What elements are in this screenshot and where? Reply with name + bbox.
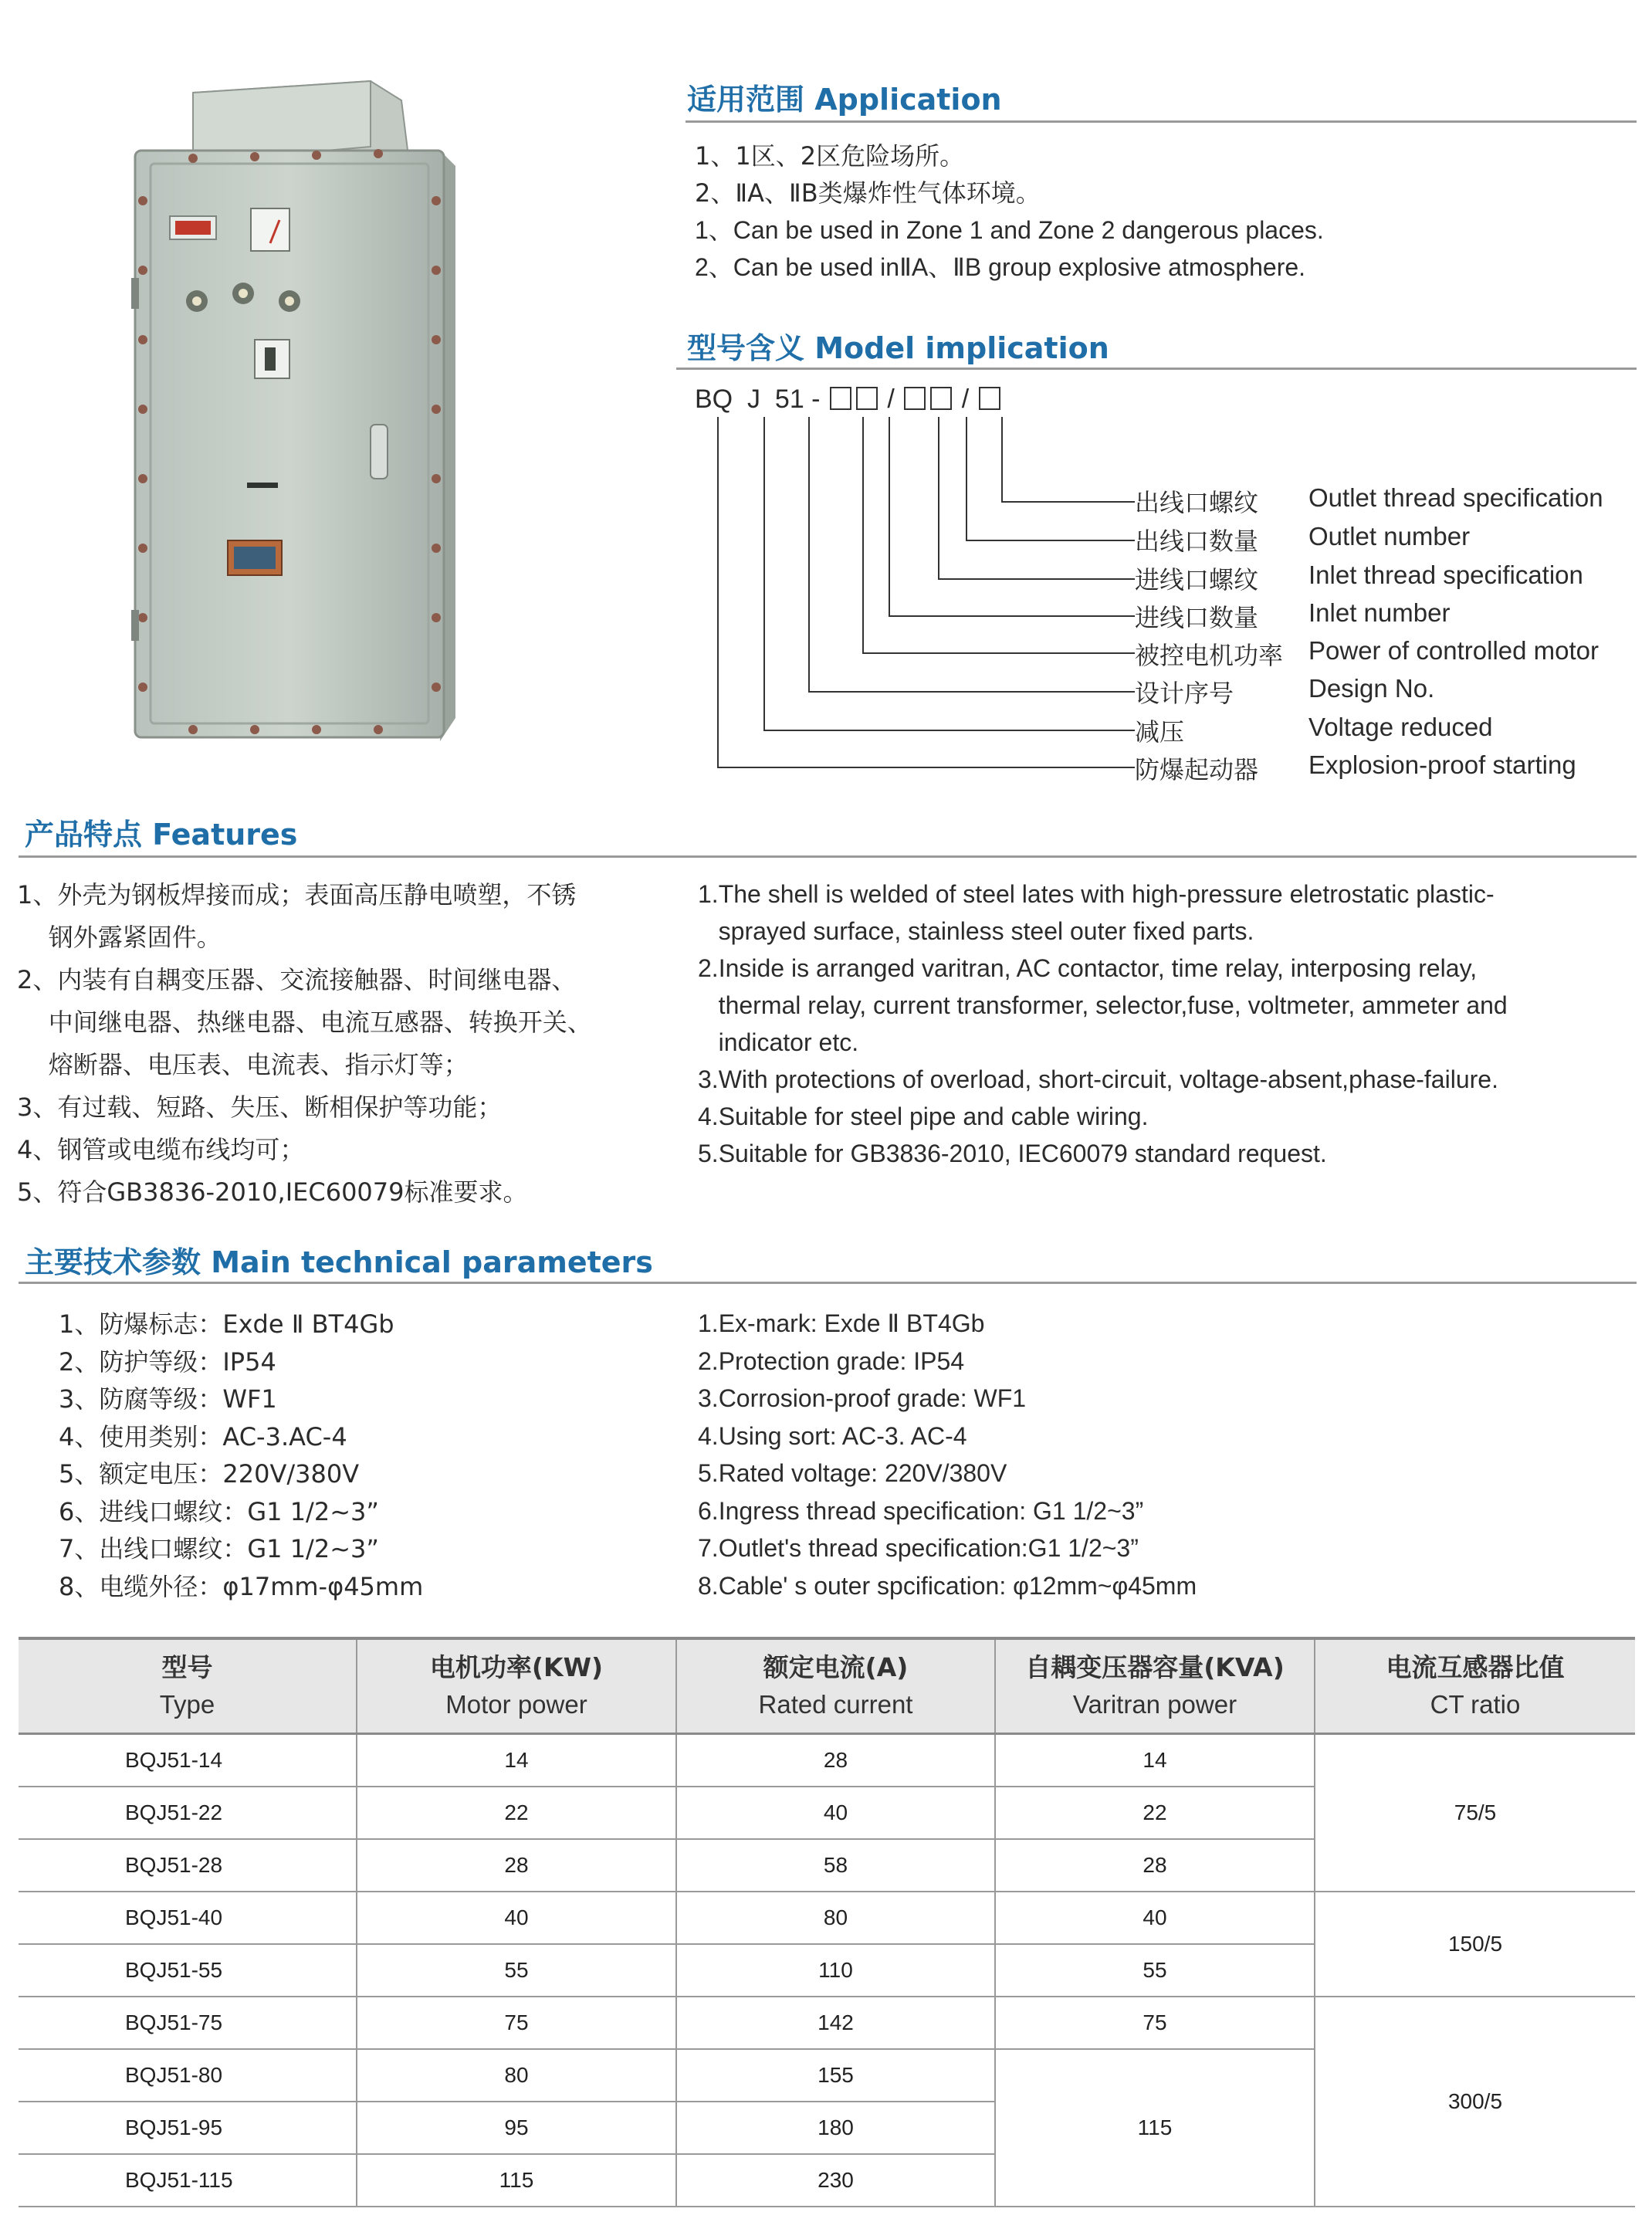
cell-rated-current: 180 [676,2102,995,2154]
cell-type: BQJ51-95 [19,2102,357,2154]
model-code-prefix: BQ J 51 - [695,384,821,414]
header-varitran-power [995,1638,1315,1734]
explosion-proof-cabinet-photo [77,77,509,741]
cell-type: BQJ51-115 [19,2154,357,2207]
model-heading: 型号含义 Model implication [687,331,1109,365]
model-label-row [1135,561,1283,598]
model-label-cn: 被控电机功率 [1135,641,1284,670]
model-code [695,384,1003,415]
cell-motor-power: 22 [357,1787,676,1839]
application-item: 2、ⅡA、ⅡB类爆炸性气体环境。 [695,178,1041,208]
model-labels [1135,483,1283,788]
features-en-line: 4.Suitable for steel pipe and cable wiring. [698,1103,1149,1130]
params-rule [19,1282,1637,1284]
cell-varitran-power: 55 [995,1944,1315,1997]
code-slash: / [887,384,895,414]
model-label-cn: 出线口螺纹 [1135,488,1259,517]
model-label-row [1135,483,1283,522]
model-label-row [1135,522,1283,561]
params-heading: 主要技术参数 Main technical parameters [25,1245,653,1279]
model-label-cn: 设计序号 [1135,679,1234,708]
params-en-list [698,1305,1197,1604]
cell-varitran-power: 40 [995,1892,1315,1944]
cell-motor-power: 75 [357,1997,676,2049]
header-en: Varitran power [1072,1690,1237,1719]
header-cn: 自耦变压器容量(KVA) [1025,1652,1285,1682]
cell-ct-ratio: 300/5 [1315,1997,1635,2207]
header-en: Motor power [445,1690,587,1719]
params-en-line: 2.Protection grade: IP54 [698,1346,965,1375]
cell-motor-power: 115 [357,2154,676,2207]
code-box [830,387,851,410]
params-cn-list [59,1305,423,1604]
table-row [19,1892,1635,1944]
params-cn-line: 7、出线口螺纹：G1 1/2~3” [59,1534,379,1563]
model-leader-lines [695,417,1143,788]
application-heading: 适用范围 Application [687,83,1002,117]
code-box [979,387,1000,410]
cell-rated-current: 80 [676,1892,995,1944]
params-en-line: 7.Outlet's thread specification:G1 1/2~3” [698,1534,1139,1562]
cell-varitran-power: 115 [995,2049,1315,2207]
header-ct-ratio [1315,1638,1635,1734]
features-en-line: thermal relay, current transformer, selector,fuse, voltmeter, ammeter and [698,991,1508,1019]
model-label-en: Power of controlled motor [1308,636,1600,665]
features-cn-line: 4、钢管或电缆布线均可； [17,1135,305,1164]
params-en-line: 1.Ex-mark: Exde Ⅱ BT4Gb [698,1309,985,1337]
model-rule [676,368,1637,370]
model-label-cn: 出线口数量 [1135,527,1259,556]
cell-rated-current: 40 [676,1787,995,1839]
features-cn-line: 2、内装有自耦变压器、交流接触器、时间继电器、 [17,965,577,994]
cell-type: BQJ51-22 [19,1787,357,1839]
features-heading: 产品特点 Features [25,818,298,852]
header-cn: 型号 [161,1652,213,1682]
application-rule [686,120,1637,123]
features-en-line: indicator etc. [698,1028,859,1056]
header-rated-current [676,1638,995,1734]
code-box [856,387,878,410]
features-en-line: 2.Inside is arranged varitran, AC contactor, time relay, interposing relay, [698,954,1478,982]
model-label-cn: 防爆起动器 [1135,755,1259,784]
features-en-line: 5.Suitable for GB3836-2010, IEC60079 standard request. [698,1140,1327,1167]
cell-motor-power: 40 [357,1892,676,1944]
model-label-en: Design No. [1308,674,1435,703]
cell-type: BQJ51-14 [19,1734,357,1787]
model-label-cn: 进线口数量 [1135,603,1259,632]
model-label-row [1135,674,1283,713]
features-cn-line: 中间继电器、热继电器、电流互感器、转换开关、 [17,1008,592,1037]
params-cn-line: 3、防腐等级：WF1 [59,1384,277,1414]
cell-motor-power: 55 [357,1944,676,1997]
cell-type: BQJ51-40 [19,1892,357,1944]
application-item: 1、Can be used in Zone 1 and Zone 2 dangerous places. [695,216,1324,244]
model-label-row [1135,750,1283,788]
cell-varitran-power: 22 [995,1787,1315,1839]
cell-rated-current: 155 [676,2049,995,2102]
cell-type: BQJ51-55 [19,1944,357,1997]
header-en: CT ratio [1430,1690,1521,1719]
cell-rated-current: 110 [676,1944,995,1997]
header-cn: 电机功率(KW) [429,1652,604,1682]
header-type [19,1638,357,1734]
cell-type: BQJ51-75 [19,1997,357,2049]
params-cn-line: 6、进线口螺纹：G1 1/2~3” [59,1496,379,1526]
cell-ct-ratio: 150/5 [1315,1892,1635,1997]
table-row [19,1734,1635,1787]
cell-rated-current: 142 [676,1997,995,2049]
cell-type: BQJ51-80 [19,2049,357,2102]
spec-table [19,1637,1635,2207]
table-header-row [19,1638,1635,1734]
params-cn-line: 2、防护等级：IP54 [59,1346,276,1377]
params-en-line: 8.Cable' s outer spcification: φ12mm~φ45mm [698,1571,1197,1600]
features-en-line: 3.With protections of overload, short-circuit, voltage-absent,phase-failure. [698,1065,1498,1093]
model-label-en: Explosion-proof starting [1308,750,1576,779]
features-cn-line: 熔断器、电压表、电流表、指示灯等； [17,1050,469,1079]
features-cn-line: 1、外壳为钢板焊接而成；表面高压静电喷塑，不锈 [17,880,577,909]
header-en: Rated current [758,1690,913,1719]
model-label-cn: 减压 [1135,717,1185,747]
header-cn: 额定电流(A) [763,1652,909,1682]
params-en-line: 5.Rated voltage: 220V/380V [698,1459,1007,1487]
features-cn-list [17,876,592,1215]
cell-type: BQJ51-28 [19,1839,357,1892]
cell-motor-power: 28 [357,1839,676,1892]
cell-rated-current: 28 [676,1734,995,1787]
features-en-line: sprayed surface, stainless steel outer fixed parts. [698,917,1254,945]
params-cn-line: 1、防爆标志：Exde Ⅱ BT4Gb [59,1309,394,1339]
header-en: Type [159,1690,215,1719]
params-en-line: 3.Corrosion-proof grade: WF1 [698,1384,1027,1412]
model-label-row [1135,713,1283,750]
code-slash: / [961,384,970,414]
application-list [695,137,1324,286]
features-rule [19,855,1637,858]
cell-rated-current: 58 [676,1839,995,1892]
params-en-line: 4.Using sort: AC-3. AC-4 [698,1421,967,1450]
params-cn-line: 5、额定电压：220V/380V [59,1459,360,1489]
model-label-row [1135,598,1283,636]
cell-varitran-power: 28 [995,1839,1315,1892]
model-labels-en [1308,483,1603,788]
header-motor-power [357,1638,676,1734]
params-en-line: 6.Ingress thread specification: G1 1/2~3” [698,1496,1144,1525]
cell-motor-power: 80 [357,2049,676,2102]
cell-varitran-power: 75 [995,1997,1315,2049]
model-label-en: Outlet number [1308,522,1471,550]
model-label-en: Voltage reduced [1308,713,1493,741]
table-row [19,1997,1635,2049]
application-item: 1、1区、2区危险场所。 [695,141,965,171]
model-label-en: Outlet thread specification [1308,483,1603,512]
cell-motor-power: 95 [357,2102,676,2154]
model-label-en: Inlet thread specification [1308,561,1583,589]
header-cn: 电流互感器比值 [1386,1652,1565,1682]
model-label-row [1135,636,1283,674]
features-cn-line: 5、符合GB3836-2010,IEC60079标准要求。 [17,1177,528,1207]
params-cn-line: 4、使用类别：AC-3.AC-4 [59,1421,347,1451]
model-label-cn: 进线口螺纹 [1135,565,1259,594]
model-label-en: Inlet number [1308,598,1451,627]
params-cn-line: 8、电缆外径：φ17mm-φ45mm [59,1571,424,1601]
cell-motor-power: 14 [357,1734,676,1787]
cell-ct-ratio: 75/5 [1315,1734,1635,1892]
features-cn-line: 钢外露紧固件。 [17,923,222,952]
code-box [930,387,952,410]
features-en-list [698,876,1508,1172]
cell-varitran-power: 14 [995,1734,1315,1787]
code-box [904,387,926,410]
application-item: 2、Can be used inⅡA、ⅡB group explosive atmosphere. [695,253,1306,281]
features-en-line: 1.The shell is welded of steel lates with high-pressure eletrostatic plastic- [698,880,1495,908]
cell-rated-current: 230 [676,2154,995,2207]
features-cn-line: 3、有过载、短路、失压、断相保护等功能； [17,1092,503,1122]
